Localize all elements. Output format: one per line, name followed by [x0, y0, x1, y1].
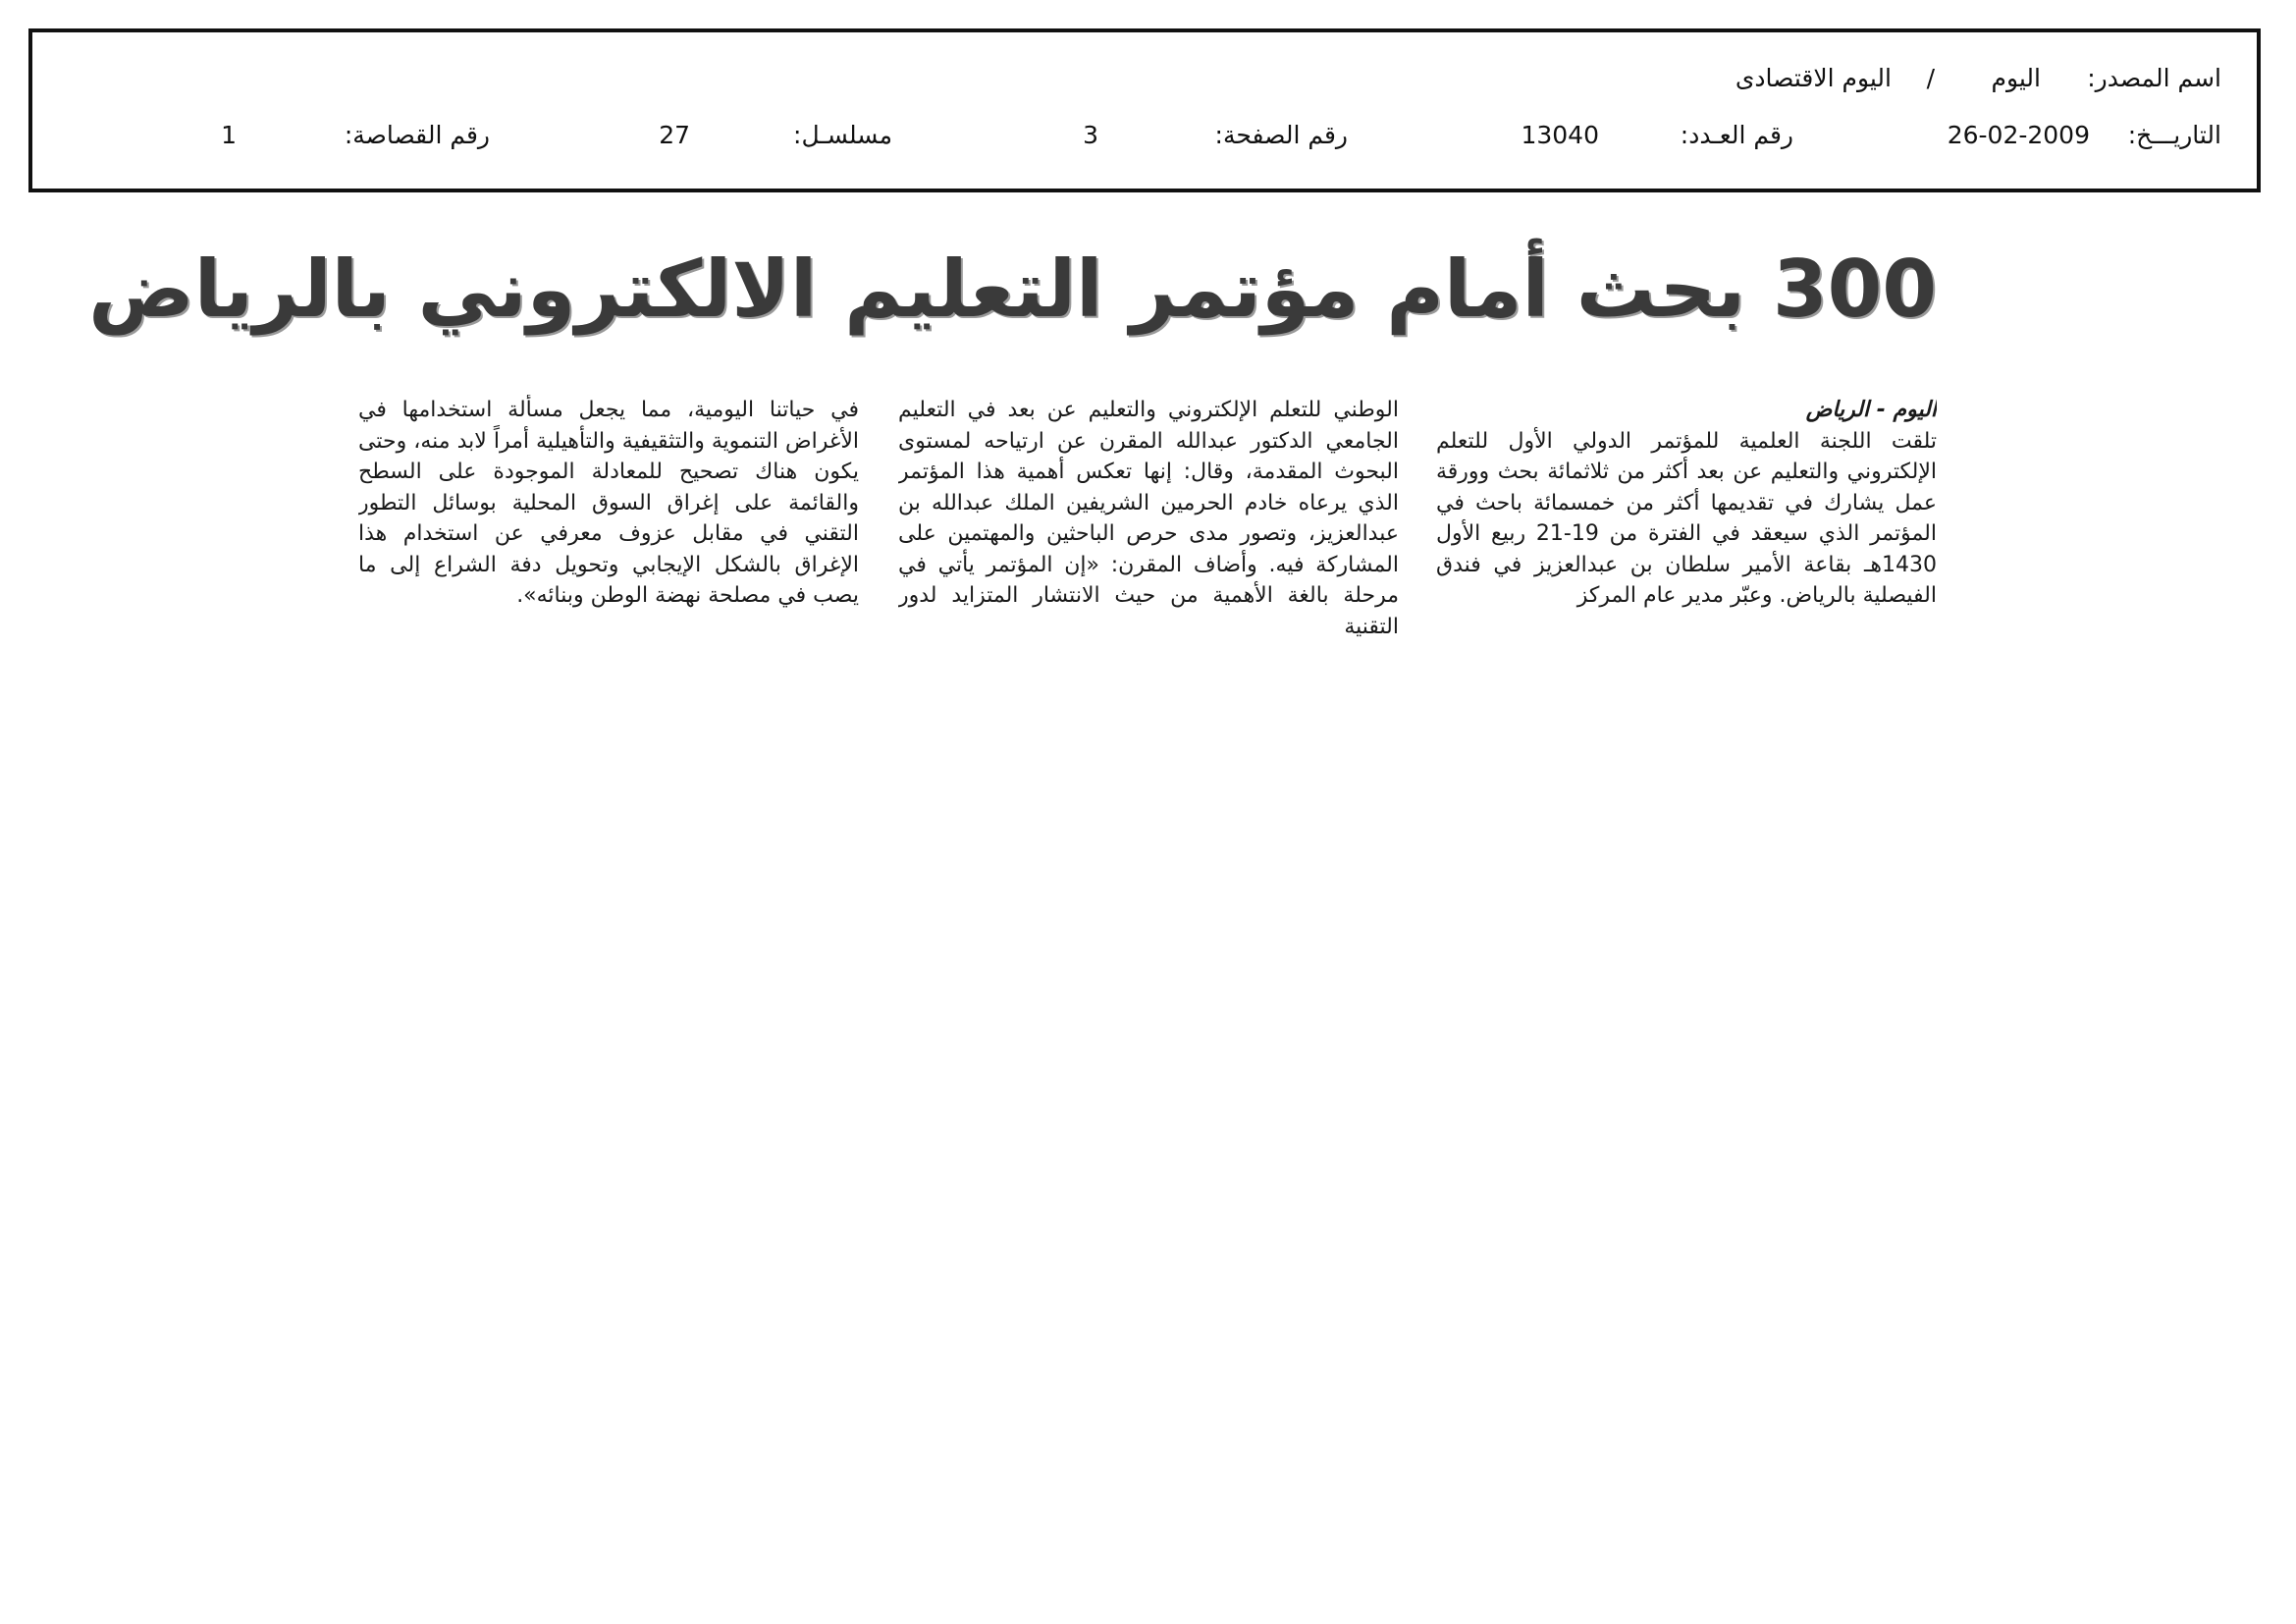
article-column-3-text: في حياتنا اليومية، مما يجعل مسألة استخدامها في الأغراض التنموية والتثقيفية والتأهيلية أمراً لابد منه، وحتى يكون هناك تصحيح للمعادلة الموجودة على السطح والقائمة على إغراق السوق المحلية بوسائل التطور التقني في مقابل عزوف معرفي عن استخدام هذا الإغراق بالشكل الإيجابي وتحويل دفة الشراع إلى ما يصب في مصلحة نهضة الوطن وبنائه».: [358, 398, 859, 608]
clip-value: 1: [221, 121, 237, 149]
clip-label: رقم القصاصة:: [344, 121, 490, 149]
source-value-2: اليوم الاقتصادى: [1735, 64, 1892, 92]
serial-label: مسلسـل:: [793, 121, 892, 149]
source-label: اسم المصدر:: [2087, 64, 2221, 92]
article-body: [358, 395, 1937, 670]
page-value: 3: [1083, 121, 1098, 149]
serial-value: 27: [659, 121, 690, 149]
article-column-2-text: الوطني للتعلم الإلكتروني والتعليم عن بعد في التعليم الجامعي الدكتور عبدالله المقرن عن ارتياحه لمستوى البحوث المقدمة، وقال: إنها تعكس أهمية هذا المؤتمر الذي يرعاه خادم الحرمين الشريفين الملك عبدالله بن عبدالعزيز، وتصور مدى حرص الباحثين والمهتمين على المشاركة فيه. وأضاف المقرن: «إن المؤتمر يأتي في مرحلة بالغة الأهمية من حيث الانتشار المتزايد لدور التقنية: [898, 398, 1399, 639]
source-separator: /: [1926, 64, 1935, 92]
source-value-1: اليوم: [1991, 64, 2041, 92]
issue-value: 13040: [1521, 121, 1599, 149]
article-column-1: [1436, 395, 1937, 670]
article-column-1-text: تلقت اللجنة العلمية للمؤتمر الدولي الأول للتعلم الإلكتروني والتعليم عن بعد أكثر من ثلاثمائة بحث وورقة عمل يشارك في تقديمها أكثر من خمسمائة باحث في المؤتمر الذي سيعقد في الفترة من 19-21 ربيع الأول 1430هـ بقاعة الأمير سلطان بن عبدالعزيز في فندق الفيصلية بالرياض. وعبّر مدير عام المركز: [1436, 428, 1937, 608]
article-dateline: اليوم - الرياض: [1805, 398, 1937, 422]
article-column-3: [358, 395, 859, 670]
date-value: 26-02-2009: [1947, 121, 2090, 149]
article-column-2: [898, 395, 1399, 670]
metadata-header-box: [28, 28, 2261, 192]
date-label: التاريـــخ:: [2127, 121, 2221, 149]
issue-label: رقم العـدد:: [1680, 121, 1793, 149]
article-headline: 300 بحث أمام مؤتمر التعليم الالكتروني بالرياض: [88, 244, 1937, 335]
page-label: رقم الصفحة:: [1214, 121, 1348, 149]
